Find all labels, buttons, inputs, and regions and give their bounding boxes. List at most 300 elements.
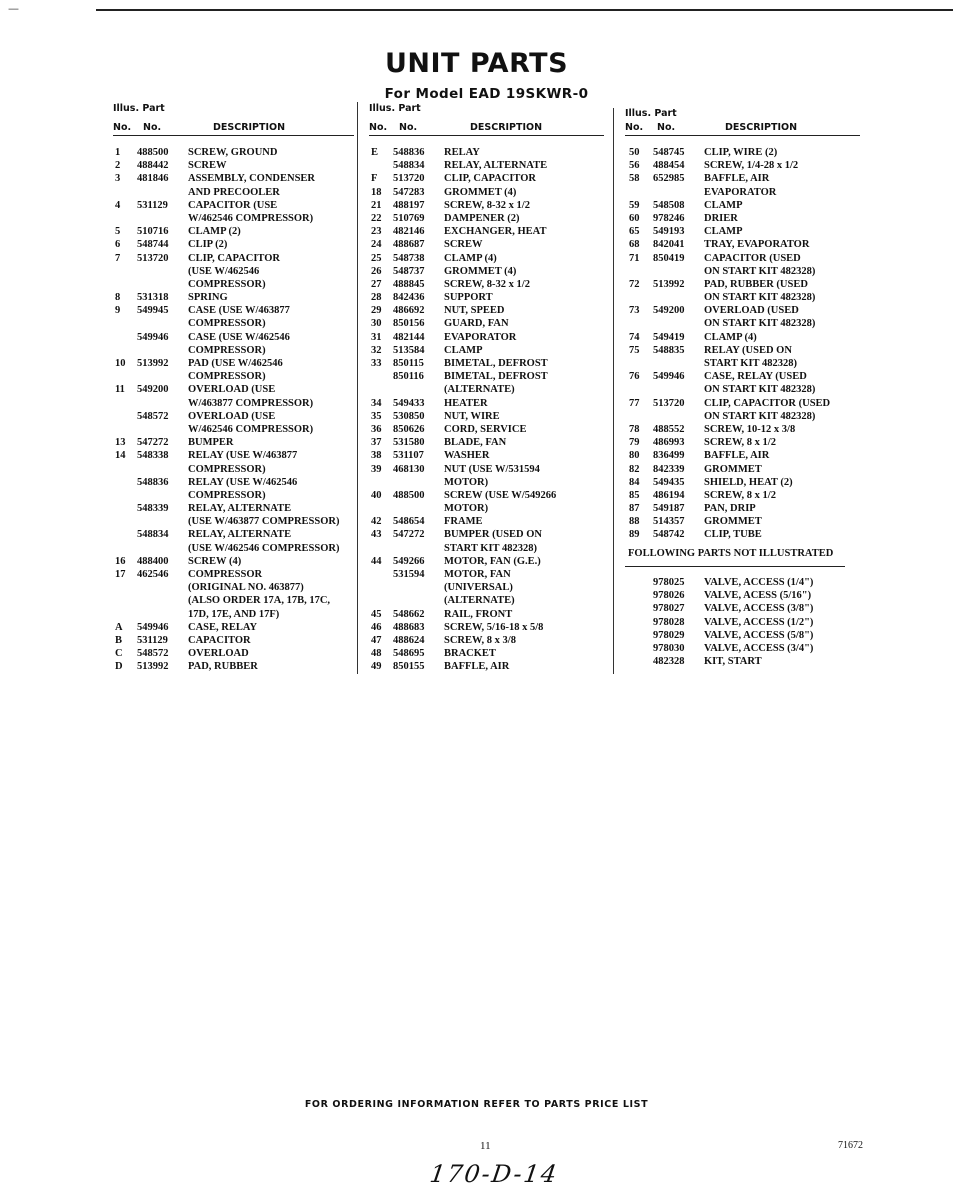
parts-row [113, 581, 354, 594]
illus-number: 78 [629, 423, 640, 435]
illus-number: 24 [371, 239, 382, 251]
part-description: ON START KIT 482328) [704, 318, 816, 330]
part-number: 548508 [653, 199, 685, 211]
illus-number: 13 [115, 437, 126, 449]
parts-row [625, 629, 860, 642]
parts-row [625, 212, 860, 225]
part-number: 978026 [653, 590, 685, 602]
parts-column-3 [625, 100, 860, 668]
parts-row [369, 159, 604, 172]
illus-number: 11 [115, 384, 125, 396]
parts-row [113, 186, 354, 199]
header-description: DESCRIPTION [213, 122, 286, 133]
corner-mark: — [8, 2, 19, 15]
illus-number: 43 [371, 529, 382, 541]
part-description: EVAPORATOR [444, 331, 517, 343]
part-description: SCREW, 10-12 x 3/8 [704, 423, 796, 435]
part-description: W/462546 COMPRESSOR) [188, 423, 314, 435]
part-description: EXCHANGER, HEAT [444, 226, 547, 238]
part-description: BAFFLE, AIR [704, 173, 770, 185]
part-number: 549200 [137, 384, 169, 396]
part-description: BIMETAL, DEFROST [444, 371, 548, 383]
part-number: 549945 [137, 305, 169, 317]
parts-row [369, 463, 604, 476]
part-description: BAFFLE, AIR [444, 661, 510, 673]
part-number: 850156 [393, 318, 425, 330]
parts-row [369, 199, 604, 212]
header-illus-no: No. [625, 122, 644, 133]
parts-row [113, 304, 354, 317]
part-number: 842436 [393, 292, 425, 304]
parts-row [369, 568, 604, 581]
parts-row [625, 423, 860, 436]
illus-number: 49 [371, 661, 382, 673]
part-number: 488624 [393, 634, 425, 646]
part-number: 548695 [393, 648, 425, 660]
part-number: 530850 [393, 410, 425, 422]
part-description: HEATER [444, 397, 488, 409]
part-number: 549946 [137, 621, 169, 633]
part-description: RELAY (USE W/462546 [188, 476, 298, 488]
part-description: CASE (USE W/463877 [188, 305, 290, 317]
part-description: KIT, START [704, 656, 762, 668]
part-description: MOTOR, FAN [444, 569, 511, 580]
part-number: 547272 [393, 529, 425, 541]
page-subtitle: For Model EAD 19SKWR-0 [384, 86, 589, 102]
part-number: 488687 [393, 239, 425, 251]
part-description: CLAMP [444, 344, 483, 356]
parts-row [625, 489, 860, 502]
parts-row [369, 528, 604, 541]
parts-row [113, 542, 354, 555]
parts-row [113, 423, 354, 436]
part-number: 513992 [137, 661, 169, 673]
part-description: CLIP (2) [188, 239, 228, 251]
part-description: SCREW (USE W/549266 [444, 489, 557, 501]
parts-row [113, 660, 354, 673]
illus-number: 38 [371, 450, 382, 462]
illus-number: 31 [371, 331, 382, 343]
part-number: 548662 [393, 608, 425, 620]
parts-row [113, 568, 354, 581]
illus-number: 88 [629, 516, 640, 528]
part-number: 652985 [653, 173, 685, 185]
part-description: NUT, WIRE [444, 410, 500, 422]
parts-row [625, 476, 860, 489]
header-illus-no: No. [113, 122, 132, 133]
part-number: 488454 [653, 160, 685, 172]
parts-row [113, 463, 354, 476]
parts-row [625, 225, 860, 238]
part-number: 513584 [393, 344, 425, 356]
parts-row [369, 489, 604, 502]
illus-number: 2 [115, 160, 121, 172]
parts-row [113, 370, 354, 383]
part-number: 978025 [653, 577, 685, 588]
part-number: 481846 [137, 173, 169, 185]
parts-row [113, 515, 354, 528]
part-description: CLAMP (4) [444, 252, 497, 264]
illus-number: 87 [629, 503, 640, 515]
part-number: 482144 [393, 331, 425, 343]
part-number: 488500 [393, 489, 425, 501]
part-number: 531107 [393, 450, 424, 462]
parts-row [625, 602, 860, 615]
part-number: 510769 [393, 212, 425, 224]
parts-row [369, 476, 604, 489]
illus-number: 58 [629, 173, 640, 185]
part-description: VALVE, ACCESS (3/4") [704, 642, 814, 654]
parts-row [113, 317, 354, 330]
illus-number: 71 [629, 252, 640, 264]
parts-row [113, 555, 354, 568]
illus-number: 4 [115, 199, 121, 211]
parts-row [625, 397, 860, 410]
parts-row [113, 634, 354, 647]
parts-row [369, 331, 604, 344]
part-description: WASHER [444, 450, 490, 462]
part-description: (USE W/462546 COMPRESSOR) [188, 542, 340, 554]
part-number: 531318 [137, 292, 169, 304]
part-description: SCREW, 8-32 x 1/2 [444, 199, 530, 211]
parts-row [369, 594, 604, 607]
part-number: 549266 [393, 555, 425, 567]
parts-row [113, 252, 354, 265]
part-number: 850626 [393, 423, 425, 435]
illus-number: 76 [629, 371, 640, 383]
header-rule [625, 135, 860, 136]
part-description: ON START KIT 482328) [704, 384, 816, 396]
parts-row [113, 278, 354, 291]
part-description: RELAY [444, 147, 480, 158]
part-number: 548572 [137, 410, 169, 422]
parts-row [625, 357, 860, 370]
parts-row [113, 594, 354, 607]
part-description: SCREW [188, 160, 227, 172]
illus-number: 34 [371, 397, 382, 409]
illus-number: 10 [115, 358, 126, 369]
part-number: 531594 [393, 569, 425, 580]
part-description: CAPACITOR (USED [704, 252, 801, 264]
part-description: BAFFLE, AIR [704, 450, 770, 462]
part-number: 547272 [137, 437, 169, 449]
parts-row [625, 383, 860, 396]
parts-row [625, 146, 860, 159]
illus-number: 72 [629, 278, 640, 290]
part-description: OVERLOAD (USE [188, 384, 276, 396]
part-number: 547283 [393, 186, 425, 198]
part-description: (ALSO ORDER 17A, 17B, 17C, [188, 595, 331, 607]
part-description: SCREW, 8 x 1/2 [704, 489, 776, 501]
parts-row [369, 278, 604, 291]
part-description: CAPACITOR (USE [188, 199, 278, 211]
part-description: ON START KIT 482328) [704, 265, 816, 277]
parts-row [113, 344, 354, 357]
part-description: RELAY (USED ON [704, 344, 792, 356]
parts-row [113, 410, 354, 423]
parts-row [113, 436, 354, 449]
part-description: COMPRESSOR) [188, 318, 266, 330]
part-number: 513720 [653, 397, 685, 409]
part-number: 548836 [393, 147, 425, 158]
part-description: CLAMP [704, 226, 743, 238]
part-number: 836499 [653, 450, 685, 462]
part-description: VALVE, ACCESS (1/2") [704, 616, 814, 628]
illus-number: 89 [629, 529, 640, 541]
parts-row [113, 647, 354, 660]
part-description: (ORIGINAL NO. 463877) [188, 582, 304, 594]
parts-row [113, 159, 354, 172]
illus-number: 7 [115, 252, 121, 264]
illus-number: 77 [629, 397, 640, 409]
handwritten-note: 170-D-14 [428, 1160, 561, 1188]
parts-row [369, 357, 604, 370]
parts-row [625, 317, 860, 330]
illus-number: F [371, 173, 378, 185]
part-description: SHIELD, HEAT (2) [704, 476, 793, 488]
illus-number: 74 [629, 331, 640, 343]
header-part-no: No. [399, 122, 418, 133]
parts-row [113, 331, 354, 344]
parts-row [369, 146, 604, 159]
not-illustrated-list [625, 566, 860, 668]
part-description: CASE, RELAY (USED [704, 371, 807, 383]
parts-row [625, 616, 860, 629]
illus-number: E [371, 147, 379, 158]
part-description: RAIL, FRONT [444, 608, 513, 620]
parts-row [369, 304, 604, 317]
parts-row [113, 621, 354, 634]
part-number: 842339 [653, 463, 685, 475]
column-divider [357, 102, 358, 674]
part-description: 17D, 17E, AND 17F) [188, 608, 280, 620]
part-number: 468130 [393, 463, 425, 475]
part-description: SCREW, 5/16-18 x 5/8 [444, 621, 544, 633]
header-part-no: No. [657, 122, 676, 133]
part-description: OVERLOAD (USE [188, 410, 276, 422]
part-description: BLADE, FAN [444, 437, 507, 449]
part-description: NUT, SPEED [444, 305, 505, 317]
part-description: OVERLOAD [188, 648, 249, 660]
illus-number: 73 [629, 305, 640, 317]
illus-number: 16 [115, 555, 126, 567]
part-description: RELAY, ALTERNATE [188, 503, 292, 515]
parts-row [369, 542, 604, 555]
illus-number: 33 [371, 358, 382, 369]
part-description: PAD, RUBBER (USED [704, 278, 808, 290]
parts-row [113, 476, 354, 489]
part-number: 510716 [137, 226, 169, 238]
part-description: CASE (USE W/462546 [188, 331, 290, 343]
illus-number: C [115, 648, 123, 660]
illus-number: 50 [629, 147, 640, 158]
part-description: (USE W/462546 [188, 265, 260, 277]
part-description: CLIP, CAPACITOR [188, 252, 280, 264]
part-description: COMPRESSOR) [188, 371, 266, 383]
part-description: CAPACITOR [188, 634, 251, 646]
parts-row [625, 331, 860, 344]
part-number: 513992 [137, 358, 169, 369]
parts-row [369, 225, 604, 238]
parts-row [369, 449, 604, 462]
column-header [113, 100, 354, 136]
part-description: FRAME [444, 516, 483, 528]
illus-number: 84 [629, 476, 640, 488]
parts-row [113, 225, 354, 238]
part-number: 850155 [393, 661, 425, 673]
part-number: 513992 [653, 278, 685, 290]
part-number: 548745 [653, 147, 685, 158]
illus-number: 1 [115, 147, 121, 158]
part-description: ASSEMBLY, CONDENSER [188, 173, 316, 185]
parts-row [113, 383, 354, 396]
part-number: 548834 [393, 160, 425, 172]
part-number: 488400 [137, 555, 169, 567]
not-illustrated-heading: FOLLOWING PARTS NOT ILLUSTRATED [628, 548, 834, 559]
part-description: COMPRESSOR) [188, 344, 266, 356]
document-number: 71672 [838, 1140, 863, 1151]
illus-number: 3 [115, 173, 121, 185]
part-description: SCREW, 1/4-28 x 1/2 [704, 160, 799, 172]
illus-number: 47 [371, 634, 382, 646]
part-description: COMPRESSOR [188, 569, 263, 580]
part-number: 548339 [137, 503, 169, 515]
parts-list [113, 136, 354, 674]
illus-number: A [115, 621, 123, 633]
top-rule [96, 9, 953, 11]
parts-row [625, 515, 860, 528]
illus-number: 25 [371, 252, 382, 264]
parts-row [625, 252, 860, 265]
part-description: VALVE, ACCESS (1/4") [704, 577, 814, 588]
header-rule [113, 135, 354, 136]
part-description: DRIER [704, 212, 738, 224]
part-description: GROMMET [704, 463, 762, 475]
part-description: CLIP, TUBE [704, 529, 762, 541]
column-divider [613, 108, 614, 674]
parts-row [369, 515, 604, 528]
illus-number: 80 [629, 450, 640, 462]
parts-row [113, 489, 354, 502]
parts-row [625, 528, 860, 541]
part-description: CASE, RELAY [188, 621, 258, 633]
column-header [369, 100, 604, 136]
part-number: 488500 [137, 147, 169, 158]
illus-number: 85 [629, 489, 640, 501]
part-number: 850419 [653, 252, 685, 264]
parts-row [369, 502, 604, 515]
part-number: 842041 [653, 239, 685, 251]
part-description: W/462546 COMPRESSOR) [188, 212, 314, 224]
part-number: 548835 [653, 344, 685, 356]
part-number: 548738 [393, 252, 425, 264]
parts-row [113, 146, 354, 159]
part-number: 548742 [653, 529, 685, 541]
illus-number: 29 [371, 305, 382, 317]
part-description: SCREW, 8 x 1/2 [704, 437, 776, 449]
part-description: SPRING [188, 292, 228, 304]
part-description: MOTOR, FAN (G.E.) [444, 555, 541, 567]
part-description: (ALTERNATE) [444, 384, 515, 396]
illus-number: 23 [371, 226, 382, 238]
part-number: 549946 [137, 331, 169, 343]
part-description: NUT (USE W/531594 [444, 463, 540, 475]
illus-number: 27 [371, 278, 382, 290]
part-description: ON START KIT 482328) [704, 410, 816, 422]
part-number: 513720 [393, 173, 425, 185]
part-number: 549200 [653, 305, 685, 317]
parts-row [369, 317, 604, 330]
parts-row [369, 581, 604, 594]
illus-number: 21 [371, 199, 382, 211]
part-description: MOTOR) [444, 476, 489, 488]
parts-row [625, 172, 860, 185]
part-description: COMPRESSOR) [188, 463, 266, 475]
illus-number: 5 [115, 226, 121, 238]
header-illus-part: Illus. Part [625, 108, 677, 119]
part-number: 486194 [653, 489, 685, 501]
part-description: CORD, SERVICE [444, 423, 527, 435]
part-number: 548737 [393, 265, 425, 277]
part-number: 850115 [393, 358, 424, 369]
part-description: VALVE, ACESS (5/16") [704, 590, 812, 602]
parts-row [113, 238, 354, 251]
parts-row [369, 397, 604, 410]
illus-number: 65 [629, 226, 640, 238]
part-number: 850116 [393, 371, 424, 383]
parts-row [625, 304, 860, 317]
illus-number: 68 [629, 239, 640, 251]
part-description: GROMMET (4) [444, 265, 517, 277]
parts-row [369, 344, 604, 357]
part-description: START KIT 482328) [444, 542, 537, 554]
part-description: CLAMP [704, 199, 743, 211]
part-number: 978027 [653, 603, 685, 615]
illus-number: 39 [371, 463, 382, 475]
part-number: 488552 [653, 423, 685, 435]
parts-list [625, 136, 860, 542]
part-description: OVERLOAD (USED [704, 305, 799, 317]
part-description: RELAY, ALTERNATE [444, 160, 548, 172]
illus-number: 22 [371, 212, 382, 224]
parts-row [625, 449, 860, 462]
part-number: 978030 [653, 642, 685, 654]
parts-row [369, 370, 604, 383]
parts-row [625, 344, 860, 357]
illus-number: 75 [629, 344, 640, 356]
part-description: BRACKET [444, 648, 496, 660]
part-description: CLIP, CAPACITOR (USED [704, 397, 831, 409]
parts-row [369, 634, 604, 647]
part-number: 488845 [393, 278, 425, 290]
part-description: BUMPER [188, 437, 234, 449]
part-description: TRAY, EVAPORATOR [704, 239, 810, 251]
parts-row [625, 410, 860, 423]
ordering-footer: FOR ORDERING INFORMATION REFER TO PARTS PRICE LIST [304, 1099, 649, 1110]
parts-row [369, 410, 604, 423]
part-description: RELAY, ALTERNATE [188, 529, 292, 541]
parts-row [113, 449, 354, 462]
part-number: 513720 [137, 252, 169, 264]
part-description: SCREW [444, 239, 483, 251]
header-description: DESCRIPTION [725, 122, 798, 133]
illus-number: 14 [115, 450, 126, 462]
part-description: CLAMP (2) [188, 226, 241, 238]
part-number: 462546 [137, 569, 169, 580]
parts-row [369, 252, 604, 265]
part-description: BIMETAL, DEFROST [444, 358, 548, 369]
illus-number: 35 [371, 410, 382, 422]
